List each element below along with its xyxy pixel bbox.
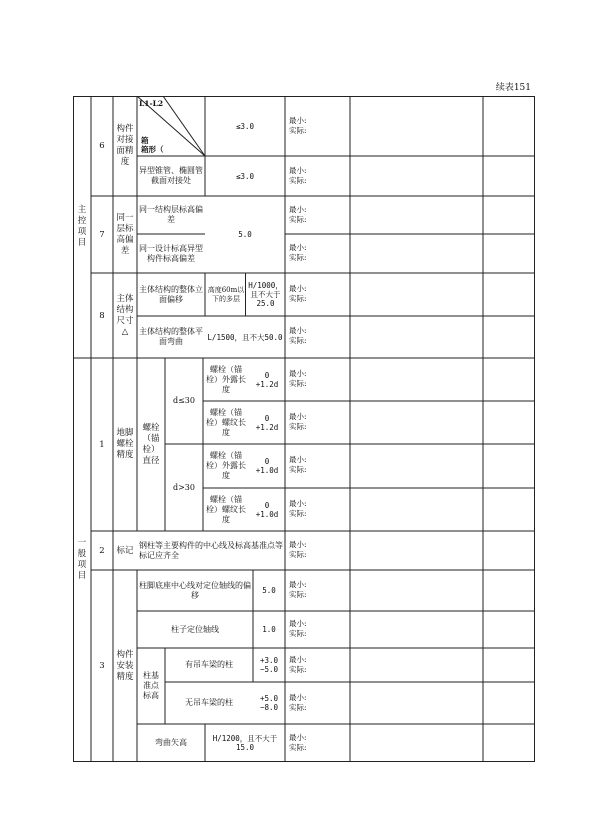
tolerance-value: 5.0 (262, 586, 276, 595)
result-field: 最小: 实际: (289, 733, 307, 752)
check-item-label: 异型锥管、椭圆管截面对接处 (139, 166, 203, 185)
item-number: 6 (99, 141, 105, 151)
tolerance-value: 1.0 (262, 625, 276, 634)
tolerance-value: ≤3.0 (235, 121, 255, 131)
check-item-label: 螺栓（锚栓）外露长度 (206, 451, 246, 480)
item-name: 地脚 螺栓 精度 (116, 428, 134, 460)
sub-item-name: 螺栓 （锚 栓） 直径 (142, 422, 160, 466)
result-field: 最小: 实际: (289, 243, 307, 262)
item-name: 主体 结构 尺寸 △ (116, 293, 134, 337)
check-item-label: 主体结构的整体平面弯曲 (139, 327, 203, 346)
continued-table-label: 续表151 (495, 83, 531, 93)
tolerance-value: H/1200，且不大于15.0 (212, 734, 278, 752)
tolerance-value: ≤3.0 (235, 171, 255, 181)
check-item-label: 主体结构的整体立面偏移 (139, 284, 203, 304)
check-item-label: 有吊车梁的柱 (185, 660, 233, 669)
check-item-label: 同一设计标高异型构件标高偏差 (139, 243, 203, 263)
tolerance-value: 0 +1.2d (255, 413, 279, 432)
item-name: 构件 对接 面精 度 (116, 124, 134, 167)
tolerance-value: 0 +1.2d (255, 370, 279, 389)
item-number: 7 (99, 229, 105, 240)
diagonal-header-bottom: 箱 箱形（ (141, 136, 164, 154)
result-field: 最小: 实际: (289, 412, 307, 431)
condition-label: d>30 (172, 482, 195, 492)
item-name: 标记 (116, 545, 134, 556)
sub-item-name: 柱基 准点 标高 (143, 671, 159, 700)
check-item-label: 弯曲矢高 (155, 738, 187, 747)
tolerance-value: 0 +1.0d (255, 500, 279, 519)
check-item-label: 螺栓（锚栓）外露长度 (206, 364, 246, 394)
diagonal-header-top: L1-L2 (139, 99, 164, 108)
item-number: 2 (99, 545, 105, 556)
result-field: 最小: 实际: (289, 580, 307, 599)
result-field: 最小: 实际: (289, 693, 307, 712)
check-item-label: 柱子定位轴线 (171, 624, 219, 634)
tolerance-value: 0 +1.0d (255, 457, 279, 475)
result-field: 最小: 实际: (289, 166, 307, 185)
inspection-table (73, 96, 535, 762)
group-general: 一 般 项 目 (77, 538, 87, 581)
check-item-label: 钢柱等主要构件的中心线及标高基准点等标记应齐全 (139, 540, 283, 560)
tolerance-value: L/1500，且不大50.0 (207, 332, 283, 342)
item-name: 构件 安装 精度 (116, 649, 134, 682)
check-item-label: 无吊车梁的柱 (185, 698, 233, 707)
result-field: 最小: 实际: (289, 499, 307, 518)
result-field: 最小: 实际: (289, 540, 307, 559)
item-number: 8 (99, 310, 105, 321)
tolerance-value: H/1000，且不大于25.0 (245, 273, 285, 316)
result-field: 最小: 实际: (289, 455, 307, 474)
check-item-label: 柱脚底座中心线对定位轴线的偏移 (139, 580, 251, 600)
result-field: 最小: 实际: (289, 116, 307, 135)
condition-label: d≤30 (172, 396, 195, 405)
tolerance-value: +5.0 −8.0 (259, 694, 279, 712)
result-field: 最小: 实际: (289, 326, 307, 345)
item-number: 3 (99, 661, 105, 671)
item-name: 同一 层标 高偏 差 (116, 212, 134, 256)
group-main-control: 主 控 项 目 (77, 205, 87, 248)
check-item-label: 同一结构层标高偏差 (139, 205, 203, 224)
condition-label: 高度60m以下的多层 (207, 285, 245, 303)
tolerance-value: 5.0 (238, 230, 252, 239)
result-field: 最小: 实际: (289, 284, 307, 303)
result-field: 最小: 实际: (289, 619, 307, 638)
result-field: 最小: 实际: (289, 655, 307, 674)
tolerance-value: +3.0 −5.0 (259, 656, 279, 674)
check-item-label: 螺栓（锚栓）螺纹长度 (206, 494, 246, 524)
check-item-label: 螺栓（锚栓）螺纹长度 (206, 407, 246, 437)
result-field: 最小: 实际: (289, 205, 307, 224)
result-field: 最小: 实际: (289, 369, 307, 388)
item-number: 1 (99, 439, 105, 450)
